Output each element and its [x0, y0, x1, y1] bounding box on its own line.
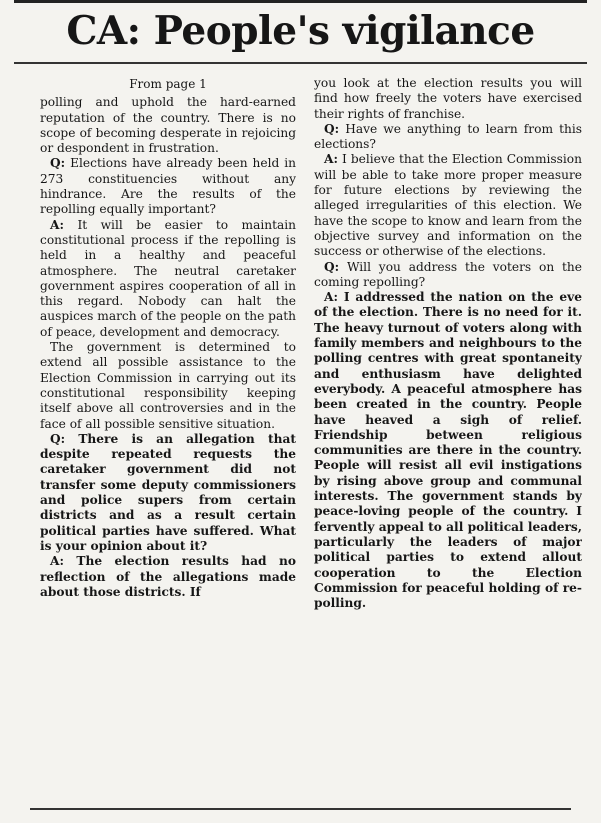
paragraph: The government is determined to extend all possible assistance to the Election Commission in carrying out its constitutional responsibility keeping itself above all controversies and in the face of all possible sensitive situation.: [40, 340, 296, 431]
paragraph: polling and uphold the hard-earned reputation of the country. There is no scope of becoming desperate in rejoicing or despondent in frustration.: [40, 95, 296, 156]
answer-text: I addressed the nation on the eve of the election. There is no need for it. The heavy turnout of voters along with family members and neighbours to the polling centres with great spontaneity and enthusiasm have delighted everybody. A peaceful atmosphere has been created in the country. People have heaved a sigh of relief. Friendship between religious communities are there in the country. People will resist all evil instigations by rising above group and communal interests. The government stands by peace-loving people of the country. I fervently appeal to all political leaders, particularly the leaders of major political parties to extend allout cooperation to the Election Commission for peaceful holding of re-polling.: [314, 290, 582, 611]
question: [40, 432, 296, 554]
question-label: Q:: [50, 156, 66, 171]
headline: CA: People's vigilance: [66, 8, 535, 54]
answer: [314, 290, 582, 611]
question-text: Will you address the voters on the coming repolling?: [314, 259, 582, 289]
answer-text: The election results had no reflection of the allegations made about those districts. If: [40, 554, 296, 599]
answer-label: A:: [324, 152, 338, 167]
answer-label: A:: [50, 217, 64, 232]
dateline: From page 1: [129, 77, 207, 91]
question: [314, 122, 582, 153]
answer: [40, 554, 296, 600]
answer-text: It will be easier to maintain constitutional process if the repolling is held in a healthy and peaceful atmosphere. The neutral caretaker government aspires cooperation of all in this regard. Nobody can halt the auspices march of the people on the path of peace, development and democracy.: [40, 217, 296, 339]
question: [40, 156, 296, 217]
question-text: Have we anything to learn from this elections?: [314, 121, 582, 152]
question: [314, 260, 582, 291]
left-column: [40, 77, 296, 805]
answer-label: A:: [324, 290, 338, 305]
paragraph: you look at the election results you will find how freely the voters have exercised their rights of franchise.: [314, 76, 582, 121]
headline-rule: [14, 62, 587, 64]
question-text: Elections have already been held in 273 constituencies without any hindrance. Are the results of the repolling equally important?: [40, 156, 296, 217]
answer: [314, 152, 582, 259]
right-column: [314, 76, 582, 804]
bottom-rule: [30, 808, 571, 810]
question-label: Q:: [324, 259, 340, 274]
answer-label: A:: [50, 554, 64, 569]
question-label: Q:: [324, 121, 340, 136]
answer: [40, 218, 296, 340]
question-label: Q:: [50, 431, 66, 446]
question-text: There is an allegation that despite repeated requests the caretaker government did not transfer some deputy commissioners and police supers from certain districts and as a result certain political parties have suffered. What is your opinion about it?: [40, 431, 296, 553]
answer-text: I believe that the Election Commission will be able to take more proper measure for future elections by reviewing the alleged irregularities of this election. We have the scope to know and learn from the objective survey and information on the success or otherwise of the elections.: [314, 152, 582, 259]
